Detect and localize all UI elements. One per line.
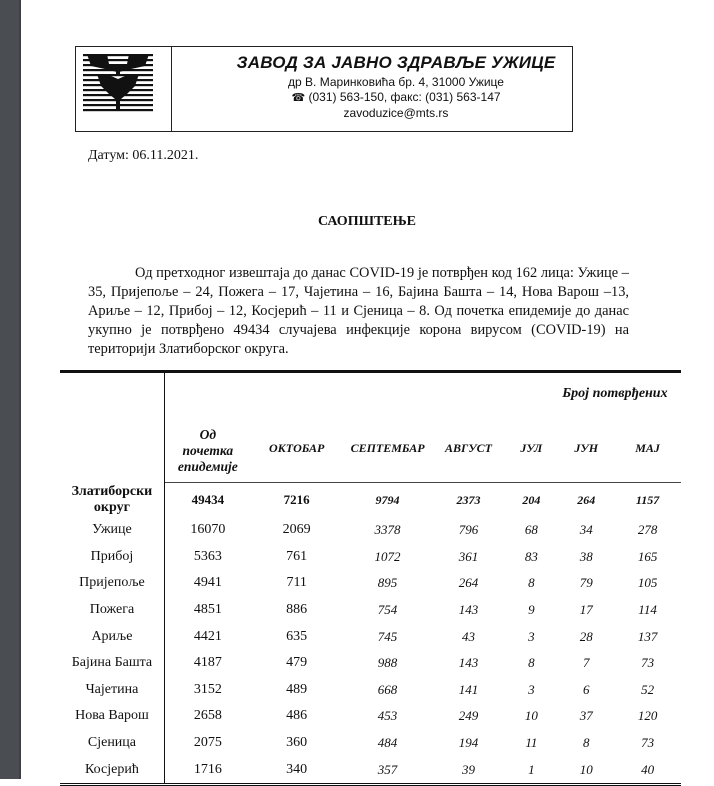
table-cell: 8 [528, 655, 535, 671]
organization-address: др В. Маринковића бр. 4, 31000 Ужице [288, 75, 504, 89]
municipality-name: Ужице [60, 517, 164, 544]
table-row [60, 703, 681, 730]
table-cell: 10 [579, 761, 593, 777]
table-row [60, 756, 681, 784]
group-header-cell [164, 372, 681, 416]
group-header-label: Број потврђених [562, 386, 668, 401]
table-cell: 11 [525, 735, 538, 751]
letterhead [75, 46, 573, 132]
table-cell: 194 [458, 735, 479, 751]
table-cell: 635 [286, 628, 308, 644]
municipality-name: Пожега [60, 597, 164, 624]
table-row [60, 623, 681, 650]
municipality-name: Пријепоље [60, 570, 164, 597]
municipality-name: Нова Варош [60, 703, 164, 730]
table-cell: 4421 [193, 628, 222, 644]
table-cell: 5363 [193, 548, 222, 564]
column-header-august: АВГУСТ [433, 415, 505, 483]
table-cell: 340 [286, 761, 308, 777]
table-row [60, 597, 681, 624]
column-header-october: ОКТОБАР [251, 415, 343, 483]
total-name-line: округ [93, 499, 130, 515]
column-header-june: ЈУН [558, 415, 614, 483]
table-cell: 28 [579, 628, 593, 644]
municipality-name: Бајина Башта [60, 650, 164, 677]
table-cell: 38 [579, 548, 593, 564]
table-cell: 4941 [193, 575, 222, 591]
table-cell: 143 [458, 602, 479, 618]
table-cell: 9 [528, 602, 535, 618]
table-cell: 2075 [193, 735, 222, 751]
table-cell: 1072 [374, 548, 401, 564]
column-header-line: епидемије [177, 458, 238, 474]
table-cell: 484 [377, 735, 398, 751]
column-header-line: Од [199, 426, 217, 442]
total-cell: 264 [577, 492, 596, 507]
table-cell: 79 [579, 575, 593, 591]
table-cell: 8 [528, 575, 535, 591]
table-cell: 8 [582, 735, 590, 751]
table-cell: 73 [641, 655, 655, 671]
municipality-name: Ариље [60, 623, 164, 650]
table-row [60, 650, 681, 677]
organization-contact-line [220, 90, 572, 106]
column-header-may: МАЈ [614, 415, 681, 483]
municipality-name: Прибој [60, 544, 164, 571]
table-cell: 3152 [193, 681, 222, 697]
table-cell: 988 [377, 655, 398, 671]
table-cell: 114 [638, 602, 657, 618]
table-row [60, 570, 681, 597]
table-cell: 73 [641, 735, 655, 751]
table-cell: 668 [377, 681, 398, 697]
municipality-rows [60, 517, 681, 784]
table-cell: 40 [641, 761, 655, 777]
table-cell: 52 [641, 681, 655, 697]
municipality-name: Косјерић [60, 756, 164, 784]
table-cell: 453 [377, 708, 398, 724]
organization-email: zavoduzice@mts.rs [343, 106, 449, 120]
organization-phone: (031) 563-150, факс: (031) 563-147 [308, 90, 501, 104]
table-cell: 1 [528, 761, 535, 777]
table-cell: 754 [377, 602, 398, 618]
total-name-line: Златиборски [71, 483, 153, 499]
table-cell: 711 [286, 575, 307, 591]
table-cell: 3378 [374, 522, 401, 538]
table-cell: 278 [637, 522, 658, 538]
table-cell: 2658 [193, 708, 222, 724]
logo-cell [76, 47, 172, 131]
table-cell: 761 [286, 548, 308, 564]
announcement-paragraph: Од претходног извештаја до данас COVID-19 је потврђен код 162 лица: Ужице – 35, Пријепоље – 24, Пожега – 17, Чајетина – 16, Бајина Башта – 14, Нова Варош –13, Ариље – 12, Прибој – 12, Косјерић – 11 и Сјеница – 8. Од почетка епидемије до данас укупно је потврђено 49434 случајева инфекције корона вирусом (COVID-19) на територији Златиборског округа. [88, 265, 629, 357]
total-cell: 204 [522, 492, 541, 507]
telephone-icon: ☎ [291, 92, 306, 104]
table-cell: 105 [637, 575, 658, 591]
total-cell: 9794 [375, 492, 400, 507]
table-cell: 39 [461, 761, 475, 777]
total-row [60, 483, 681, 518]
table-cell: 489 [286, 681, 308, 697]
table-cell: 486 [286, 708, 308, 724]
table-cell: 143 [458, 655, 479, 671]
column-header-since-start [164, 415, 250, 483]
table-cell: 264 [458, 575, 479, 591]
group-header-row [60, 372, 681, 416]
table-cell: 745 [377, 628, 398, 644]
table-cell: 360 [286, 735, 308, 751]
viewer-side-panel [0, 0, 21, 779]
table-cell: 249 [458, 708, 479, 724]
table-cell: 137 [637, 628, 658, 644]
table-cell: 357 [377, 761, 398, 777]
table-cell: 141 [458, 681, 479, 697]
table-cell: 6 [582, 681, 590, 697]
table-row [60, 517, 681, 544]
column-header-july: ЈУЛ [504, 415, 558, 483]
table-cell: 37 [579, 708, 593, 724]
table-cell: 361 [458, 548, 479, 564]
table-cell: 165 [637, 548, 658, 564]
table-cell: 83 [524, 548, 538, 564]
document-title: САОПШТЕЊЕ [317, 214, 417, 229]
total-row-name [60, 483, 164, 518]
institute-logo-icon [83, 52, 153, 114]
table-cell: 4187 [193, 655, 222, 671]
table-cell: 895 [377, 575, 398, 591]
table-cell: 4851 [193, 602, 222, 618]
total-cell: 7216 [283, 492, 310, 507]
document-date: Датум: 06.11.2021. [88, 148, 199, 163]
table-row [60, 544, 681, 571]
table-cell: 120 [637, 708, 658, 724]
table-row [60, 677, 681, 704]
table-cell: 1716 [193, 761, 222, 777]
cases-table [60, 370, 681, 786]
table-cell: 3 [528, 681, 535, 697]
name-header-cell [60, 372, 164, 483]
municipality-name: Чајетина [60, 677, 164, 704]
table-row [60, 730, 681, 757]
organization-name: ЗАВОД ЗА ЈАВНО ЗДРАВЉЕ УЖИЦЕ [236, 53, 556, 72]
total-cell: 49434 [191, 492, 225, 507]
total-cell: 2373 [456, 492, 481, 507]
letterhead-text [172, 47, 572, 131]
column-header-line: почетка [182, 442, 234, 458]
table-cell: 796 [458, 522, 479, 538]
table-cell: 68 [524, 522, 538, 538]
table-cell: 3 [528, 628, 535, 644]
municipality-name: Сјеница [60, 730, 164, 757]
table-cell: 17 [579, 602, 593, 618]
table-cell: 7 [582, 655, 590, 671]
table-cell: 34 [579, 522, 593, 538]
table-cell: 2069 [282, 522, 311, 538]
table-cell: 10 [524, 708, 538, 724]
table-cell: 479 [286, 655, 308, 671]
column-header-september: СЕПТЕМБАР [343, 415, 433, 483]
total-cell: 1157 [635, 492, 660, 507]
table-cell: 16070 [190, 522, 226, 538]
table-cell: 886 [286, 602, 308, 618]
table-cell: 43 [461, 628, 475, 644]
